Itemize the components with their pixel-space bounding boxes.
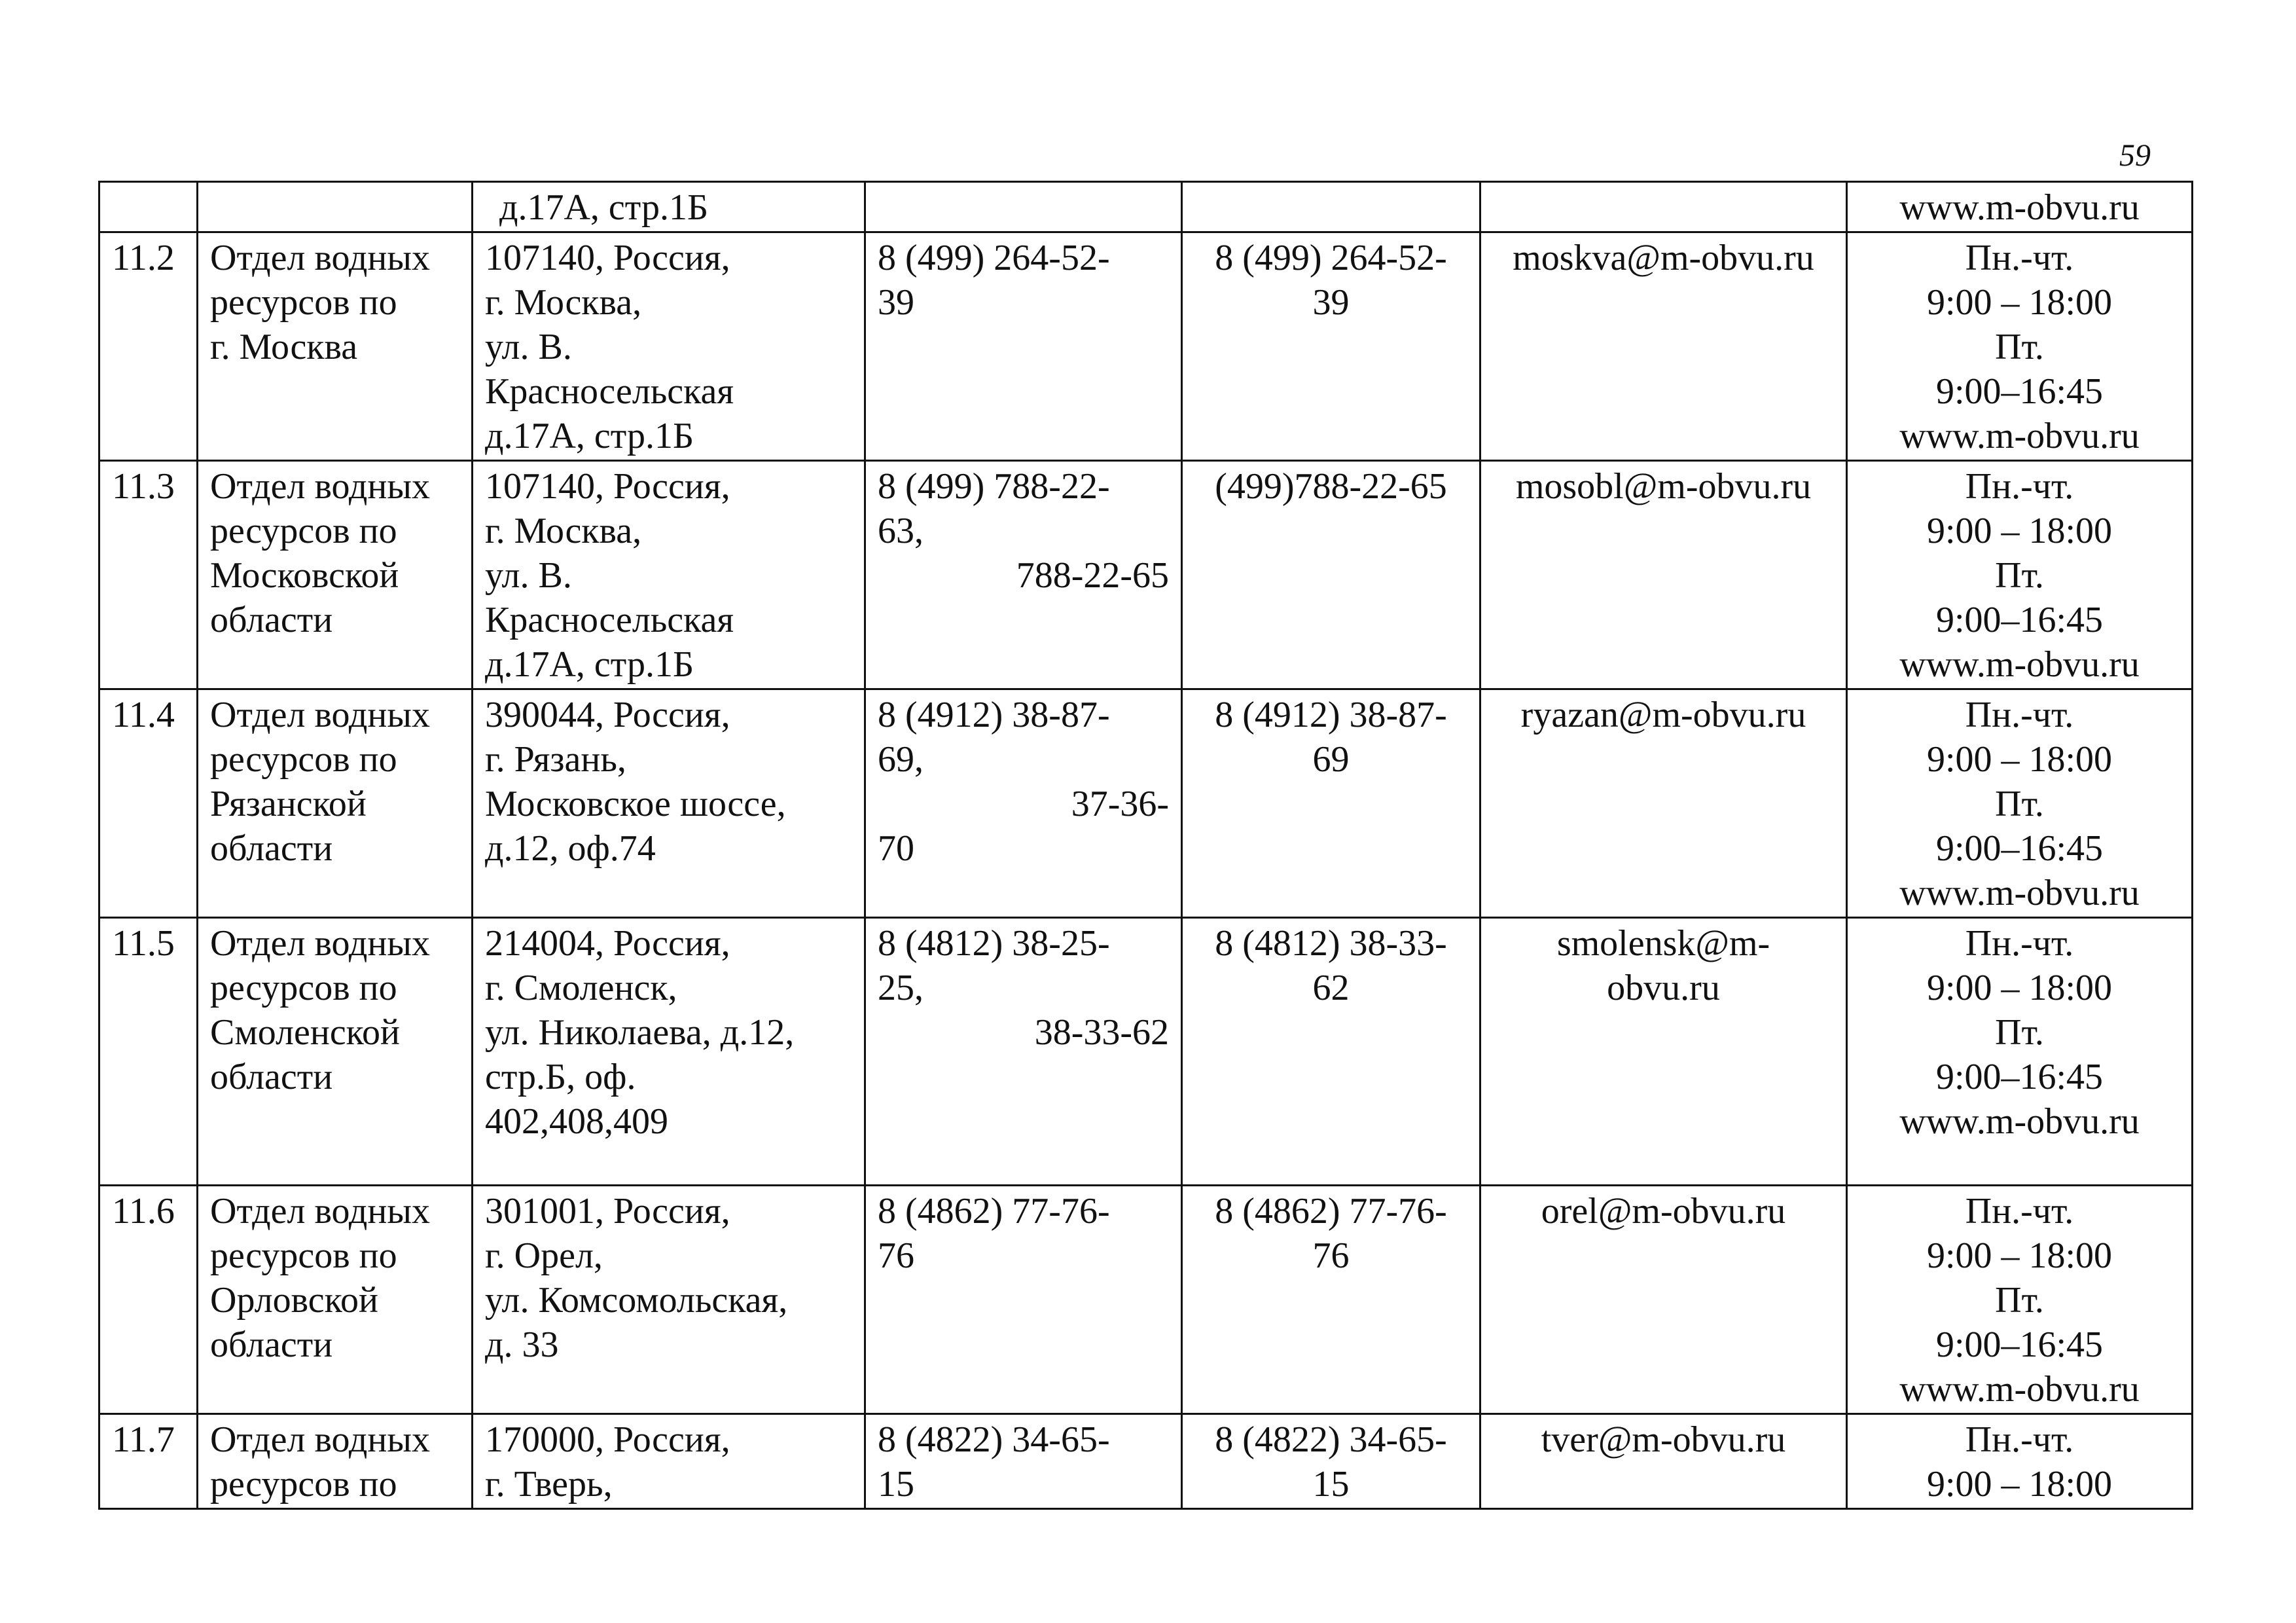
hours-cell: Пн.-чт. 9:00 – 18:00 Пт. 9:00–16:45 www.m-obvu.ru [1847,689,2193,918]
phone-cell: 8 (499) 264-52- 39 [865,232,1182,461]
table-row [99,689,2193,918]
address-cell: д.17А, стр.1Б [473,182,865,232]
table-row [99,1414,2193,1509]
email-link: orel@m-obvu.ru [1541,1191,1786,1231]
contacts-table [98,181,2193,1510]
page-number: 59 [2119,138,2151,173]
row-number: 11.4 [99,689,198,918]
hours-cell: www.m-obvu.ru [1847,182,2193,232]
email-cell [1480,918,1847,1186]
address-cell: 170000, Россия, г. Тверь, [473,1414,865,1509]
fax-cell: (499)788-22-65 [1182,461,1480,689]
email-link: mosobl@m-obvu.ru [1515,466,1812,507]
department-name: Отдел водных ресурсов по Орловской области [198,1186,473,1414]
row-number [99,182,198,232]
table-row [99,461,2193,689]
email-link: tver@m-obvu.ru [1541,1419,1786,1460]
fax-cell: 8 (4812) 38-33- 62 [1182,918,1480,1186]
department-name: Отдел водных ресурсов по Смоленской области [198,918,473,1186]
email-cell [1480,1414,1847,1509]
address-cell: 107140, Россия, г. Москва, ул. В. Красносельская д.17А, стр.1Б [473,232,865,461]
department-name: Отдел водных ресурсов по Московской области [198,461,473,689]
department-name: Отдел водных ресурсов по г. Москва [198,232,473,461]
department-name [198,182,473,232]
hours-cell: Пн.-чт. 9:00 – 18:00 Пт. 9:00–16:45 www.m-obvu.ru [1847,461,2193,689]
phone-cell: 8 (4862) 77-76- 76 [865,1186,1182,1414]
hours-cell: Пн.-чт. 9:00 – 18:00 Пт. 9:00–16:45 www.m-obvu.ru [1847,918,2193,1186]
phone-cell: 8 (4822) 34-65- 15 [865,1414,1182,1509]
fax-cell: 8 (4862) 77-76- 76 [1182,1186,1480,1414]
department-name: Отдел водных ресурсов по [198,1414,473,1509]
fax-cell: 8 (4822) 34-65- 15 [1182,1414,1480,1509]
table-row [99,1186,2193,1414]
table-row [99,182,2193,232]
row-number: 11.7 [99,1414,198,1509]
email-link: smolensk@m- [1556,923,1770,964]
email-cell [1480,461,1847,689]
phone-cell: 8 (4812) 38-25- 25, 38-33-62 [865,918,1182,1186]
address-cell: 107140, Россия, г. Москва, ул. В. Красносельская д.17А, стр.1Б [473,461,865,689]
phone-cell: 8 (499) 788-22- 63, 788-22-65 [865,461,1182,689]
table-row [99,918,2193,1186]
phone-cell: 8 (4912) 38-87- 69, 37-36- 70 [865,689,1182,918]
email-cell [1480,182,1847,232]
fax-cell [1182,182,1480,232]
email-cell [1480,1186,1847,1414]
email-link: obvu.ru [1607,968,1720,1008]
fax-cell: 8 (4912) 38-87- 69 [1182,689,1480,918]
row-number: 11.2 [99,232,198,461]
table-row [99,232,2193,461]
address-cell: 390044, Россия, г. Рязань, Московское шоссе, д.12, оф.74 [473,689,865,918]
address-cell: 301001, Россия, г. Орел, ул. Комсомольская, д. 33 [473,1186,865,1414]
email-cell [1480,232,1847,461]
row-number: 11.3 [99,461,198,689]
row-number: 11.5 [99,918,198,1186]
email-link: ryazan@m-obvu.ru [1520,695,1806,735]
hours-cell: Пн.-чт. 9:00 – 18:00 [1847,1414,2193,1509]
phone-cell [865,182,1182,232]
department-name: Отдел водных ресурсов по Рязанской области [198,689,473,918]
row-number: 11.6 [99,1186,198,1414]
hours-cell: Пн.-чт. 9:00 – 18:00 Пт. 9:00–16:45 www.m-obvu.ru [1847,232,2193,461]
email-link: moskva@m-obvu.ru [1513,238,1814,278]
email-cell [1480,689,1847,918]
fax-cell: 8 (499) 264-52- 39 [1182,232,1480,461]
hours-cell: Пн.-чт. 9:00 – 18:00 Пт. 9:00–16:45 www.m-obvu.ru [1847,1186,2193,1414]
address-cell: 214004, Россия, г. Смоленск, ул. Николаева, д.12, стр.Б, оф. 402,408,409 [473,918,865,1186]
